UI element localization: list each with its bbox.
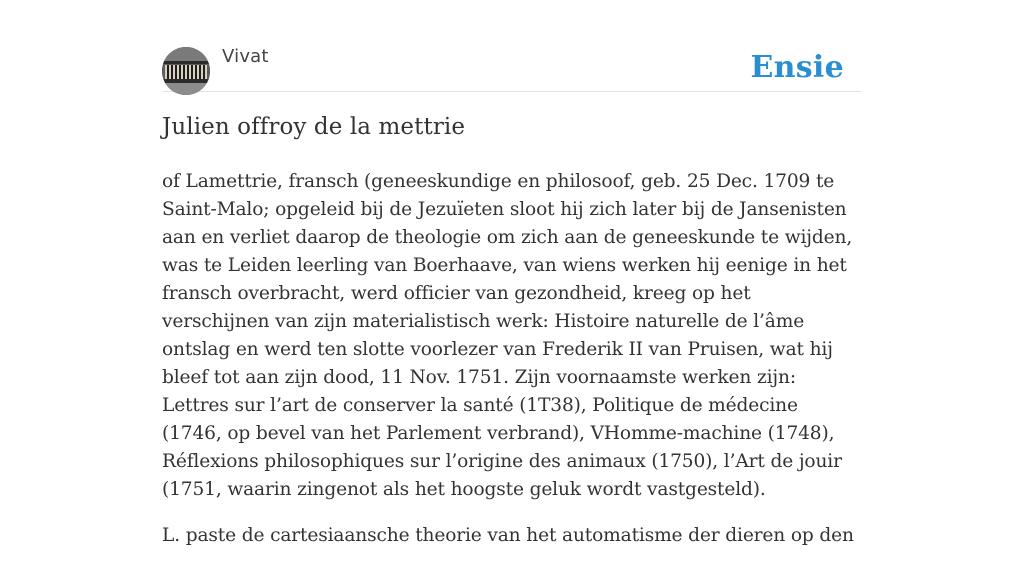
bookshelf-avatar-icon — [162, 47, 210, 95]
article-title: Julien offroy de la mettrie — [162, 114, 466, 140]
article-page — [162, 0, 862, 546]
article-body — [162, 168, 862, 568]
brand-logo[interactable]: Ensie — [750, 50, 844, 85]
author-avatar[interactable] — [162, 47, 210, 95]
paragraph: of Lamettrie, fransch (geneeskundige en philosoof, geb. 25 Dec. 1709 te Saint-Malo; opgeleid bij de Jezuïeten sloot hij zich later bij de Jansenisten aan en verliet daarop de theologie om zich aan de geneeskunde te wijden, was te Leiden leerling van Boerhaave, van wiens werken hij eenige in het fransch overbracht, werd officier van gezondheid, kreeg op het verschijnen van zijn materialistisch werk: Histoire naturelle de l’âme ontslag en werd ten slotte voorlezer van Frederik II van Pruisen, wat hij bleef tot aan zijn dood, 11 Nov. 1751. Zijn voornaamste werken zijn: Lettres sur l’art de conserver la santé (1T38), Politique de médecine (1746, op bevel van het Parlement verbrand), VHomme-machine (1748), Réflexions philosophiques sur l’origine des animaux (1750), l’Art de jouir (1751, waarin zingenot als het hoogste geluk wordt vastgesteld). — [162, 171, 853, 500]
author-name[interactable]: Vivat — [222, 46, 269, 67]
header — [162, 44, 862, 92]
paragraph: L. paste de cartesiaansche theorie van het automatisme der dieren op den — [162, 525, 854, 546]
